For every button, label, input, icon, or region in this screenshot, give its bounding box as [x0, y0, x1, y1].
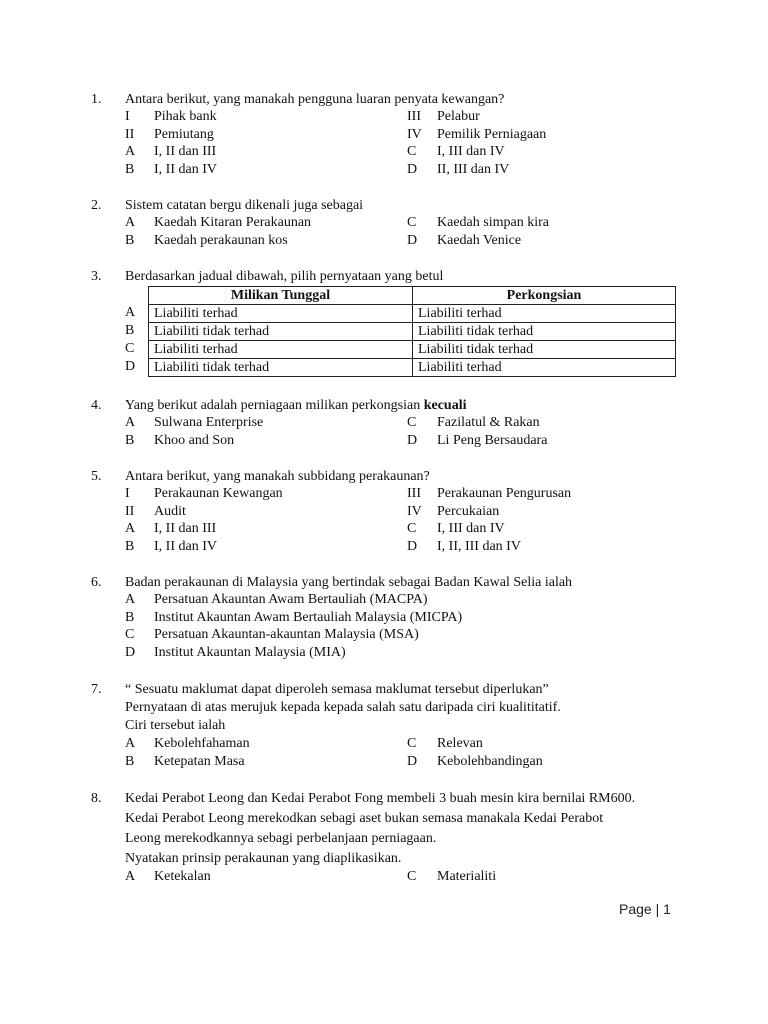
option-label: B	[125, 433, 135, 448]
option-text: I, II dan III	[154, 144, 217, 159]
option-text: I, II dan IV	[154, 539, 217, 554]
question-stem: Ciri tersebut ialah	[125, 718, 226, 733]
question-number: 2.	[91, 198, 102, 213]
question-number: 7.	[91, 682, 102, 697]
option-label: A	[125, 305, 136, 320]
question-stem: Antara berikut, yang manakah pengguna luaran penyata kewangan?	[125, 92, 505, 107]
option-label: I	[125, 109, 130, 124]
option-text: Persatuan Akauntan Awam Bertauliah (MACPA)	[154, 592, 428, 607]
option-label: C	[407, 215, 417, 230]
column-header: Perkongsian	[413, 287, 676, 305]
option-label: B	[125, 754, 135, 769]
option-label: A	[125, 521, 136, 536]
question-stem-emphasis: kecuali	[423, 398, 467, 413]
question-number: 1.	[91, 92, 102, 107]
table-cell: Liabiliti terhad	[149, 305, 413, 323]
option-label: D	[407, 162, 418, 177]
table-header-row	[149, 287, 676, 305]
option-label: D	[407, 433, 418, 448]
option-text: Pihak bank	[154, 109, 217, 124]
option-text: Khoo and Son	[154, 433, 235, 448]
table-row	[149, 305, 676, 323]
option-text: Kaedah Kitaran Perakaunan	[154, 215, 312, 230]
option-text: Kebolehbandingan	[437, 754, 543, 769]
question-number: 8.	[91, 791, 102, 806]
option-text: Ketekalan	[154, 869, 211, 884]
option-text: Institut Akauntan Awam Bertauliah Malaysia (MICPA)	[154, 610, 463, 625]
question-stem: “ Sesuatu maklumat dapat diperoleh semasa maklumat tersebut diperlukan”	[125, 682, 549, 697]
question-stem: Kedai Perabot Leong dan Kedai Perabot Fong membeli 3 buah mesin kira bernilai RM600.	[125, 791, 636, 806]
option-text: Fazilatul & Rakan	[437, 415, 540, 430]
question-number: 5.	[91, 469, 102, 484]
option-text: Pelabur	[437, 109, 480, 124]
question-stem: Berdasarkan jadual dibawah, pilih pernyataan yang betul	[125, 269, 444, 284]
option-text: I, II dan III	[154, 521, 217, 536]
option-text: Kaedah perakaunan kos	[154, 233, 288, 248]
option-label: A	[125, 869, 136, 884]
table-row	[149, 359, 676, 377]
option-label: D	[125, 359, 136, 374]
option-text: Institut Akauntan Malaysia (MIA)	[154, 645, 346, 660]
option-text: Li Peng Bersaudara	[437, 433, 548, 448]
option-text: II, III dan IV	[437, 162, 510, 177]
table-row	[149, 341, 676, 359]
option-text: Pemiutang	[154, 127, 214, 142]
table-cell: Liabiliti tidak terhad	[149, 323, 413, 341]
option-text: I, III dan IV	[437, 144, 505, 159]
option-label: A	[125, 592, 136, 607]
option-label: C	[407, 736, 417, 751]
option-text: Percukaian	[437, 504, 500, 519]
option-label: C	[407, 521, 417, 536]
option-label: III	[407, 109, 421, 124]
question-stem: Antara berikut, yang manakah subbidang perakaunan?	[125, 469, 430, 484]
option-label: A	[125, 144, 136, 159]
question-stem: Pernyataan di atas merujuk kepada kepada salah satu daripada ciri kualititatif.	[125, 700, 561, 715]
table-cell: Liabiliti tidak terhad	[149, 359, 413, 377]
question-stem-text: Yang berikut adalah perniagaan milikan perkongsian	[125, 398, 424, 413]
option-label: D	[125, 645, 136, 660]
question-stem: Kedai Perabot Leong merekodkan sebagi aset bukan semasa manakala Kedai Perabot	[125, 811, 604, 826]
option-label: III	[407, 486, 421, 501]
question-number: 4.	[91, 398, 102, 413]
option-text: Kebolehfahaman	[154, 736, 250, 751]
table-cell: Liabiliti terhad	[413, 359, 676, 377]
table-cell: Liabiliti tidak terhad	[413, 341, 676, 359]
column-header: Milikan Tunggal	[149, 287, 413, 305]
option-label: IV	[407, 127, 422, 142]
option-text: Relevan	[437, 736, 483, 751]
option-label: B	[125, 323, 135, 338]
option-label: D	[407, 754, 418, 769]
option-text: Ketepatan Masa	[154, 754, 245, 769]
question-number: 6.	[91, 575, 102, 590]
option-label: C	[125, 341, 135, 356]
question-number: 3.	[91, 269, 102, 284]
comparison-table	[148, 286, 676, 377]
option-text: Kaedah Venice	[437, 233, 522, 248]
option-label: D	[407, 233, 418, 248]
option-label: II	[125, 504, 135, 519]
option-text: Pemilik Perniagaan	[437, 127, 547, 142]
option-label: A	[125, 736, 136, 751]
option-label: C	[125, 627, 135, 642]
option-text: Materialiti	[437, 869, 497, 884]
table-cell: Liabiliti terhad	[149, 341, 413, 359]
option-label: C	[407, 869, 417, 884]
option-text: Sulwana Enterprise	[154, 415, 264, 430]
option-text: Perakaunan Pengurusan	[437, 486, 572, 501]
option-label: A	[125, 415, 136, 430]
table-cell: Liabiliti tidak terhad	[413, 323, 676, 341]
option-label: IV	[407, 504, 422, 519]
option-text: I, II dan IV	[154, 162, 217, 177]
option-text: Audit	[154, 504, 186, 519]
option-text: I, II, III dan IV	[437, 539, 521, 554]
option-text: Kaedah simpan kira	[437, 215, 549, 230]
option-text: Persatuan Akauntan-akauntan Malaysia (MSA)	[154, 627, 419, 642]
option-label: B	[125, 539, 135, 554]
option-label: C	[407, 144, 417, 159]
option-label: II	[125, 127, 135, 142]
question-stem: Nyatakan prinsip perakaunan yang diaplikasikan.	[125, 851, 402, 866]
option-label: B	[125, 610, 135, 625]
option-text: Perakaunan Kewangan	[154, 486, 283, 501]
option-text: I, III dan IV	[437, 521, 505, 536]
table-row	[149, 323, 676, 341]
question-stem: Leong merekodkannya sebagi perbelanjaan perniagaan.	[125, 831, 437, 846]
question-stem: Badan perakaunan di Malaysia yang bertindak sebagai Badan Kawal Selia ialah	[125, 575, 573, 590]
option-label: I	[125, 486, 130, 501]
option-label: A	[125, 215, 136, 230]
question-stem: Sistem catatan bergu dikenali juga sebagai	[125, 198, 364, 213]
option-label: D	[407, 539, 418, 554]
option-label: C	[407, 415, 417, 430]
page-number: Page | 1	[619, 901, 671, 917]
option-label: B	[125, 162, 135, 177]
option-label: B	[125, 233, 135, 248]
table-cell: Liabiliti terhad	[413, 305, 676, 323]
question-stem	[125, 397, 467, 415]
